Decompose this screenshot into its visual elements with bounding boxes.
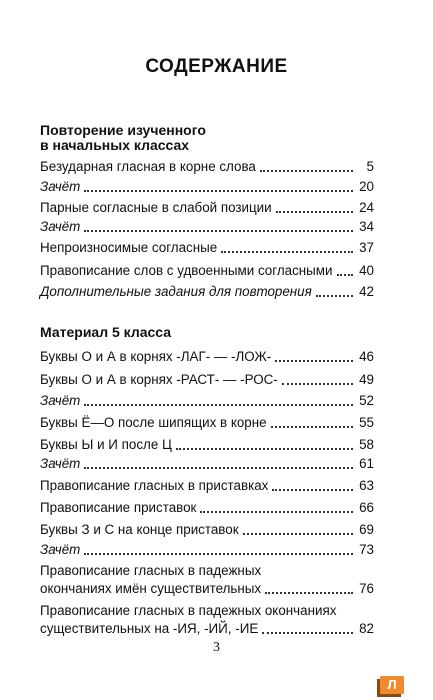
toc-entry-title: Правописание гласных в приставках xyxy=(40,478,269,493)
toc-entry[interactable] xyxy=(40,521,374,539)
toc-entry-page: 46 xyxy=(359,349,374,364)
toc-entry-title: окончаниях имён существительных xyxy=(40,581,262,596)
leader-dots xyxy=(176,447,353,450)
leader-dots xyxy=(243,532,353,535)
toc-entry[interactable] xyxy=(40,392,374,410)
toc-entry[interactable] xyxy=(40,602,374,638)
toc-entry[interactable] xyxy=(40,178,374,196)
leader-dots xyxy=(200,510,353,513)
toc-entry-title: Безударная гласная в корне слова xyxy=(40,159,256,174)
leader-dots xyxy=(84,189,353,192)
toc-entry-page: 34 xyxy=(359,219,374,234)
toc-entry-page: 52 xyxy=(359,393,374,408)
toc-entry[interactable] xyxy=(40,562,374,598)
toc-entry-title: Дополнительные задания для повторения xyxy=(40,284,312,299)
leader-dots xyxy=(282,382,353,385)
leader-dots xyxy=(316,294,353,297)
toc-entry[interactable] xyxy=(40,262,374,280)
leader-dots xyxy=(84,229,353,232)
leader-dots xyxy=(337,273,354,276)
toc-entry-title: существительных на -ИЯ, -ИЙ, -ИЕ xyxy=(40,621,259,636)
toc-entry-page: 55 xyxy=(359,415,374,430)
toc-entry-page: 66 xyxy=(359,500,374,515)
toc-entry-title: Зачёт xyxy=(40,456,81,471)
leader-dots xyxy=(84,466,353,469)
toc-entry-page: 58 xyxy=(359,437,374,452)
toc-entry-title: Зачёт xyxy=(40,179,81,194)
toc-entry-title-line1: Правописание гласных в падежных xyxy=(40,563,262,578)
toc-entry[interactable] xyxy=(40,499,374,517)
toc-entry-page: 82 xyxy=(359,621,374,636)
toc-entry[interactable] xyxy=(40,218,374,236)
toc-entry-page: 20 xyxy=(359,179,374,194)
toc-entry-page: 37 xyxy=(359,240,374,255)
toc-entry-page: 42 xyxy=(359,284,374,299)
leader-dots xyxy=(84,552,353,555)
toc-entry-title: Зачёт xyxy=(40,542,81,557)
toc-entry-page: 49 xyxy=(359,372,374,387)
section-heading-review: Повторение изученного в начальных классах xyxy=(40,122,206,153)
toc-entry-page: 40 xyxy=(359,263,374,278)
leader-dots xyxy=(272,488,353,491)
leader-dots xyxy=(276,210,353,213)
toc-entry-title: Буквы О и А в корнях -ЛАГ- — -ЛОЖ- xyxy=(40,349,272,364)
toc-entry-page: 24 xyxy=(359,200,374,215)
toc-entry[interactable] xyxy=(40,239,374,257)
toc-entry-page: 73 xyxy=(359,542,374,557)
toc-entry-title: Зачёт xyxy=(40,393,81,408)
publisher-logo: Л xyxy=(380,676,404,694)
page-number: 3 xyxy=(213,640,220,655)
toc-entry-page: 63 xyxy=(359,478,374,493)
leader-dots xyxy=(275,359,353,362)
leader-dots xyxy=(271,425,353,428)
toc-entry-title: Буквы З и С на конце приставок xyxy=(40,522,239,537)
toc-entry[interactable] xyxy=(40,158,374,176)
toc-entry-title: Правописание приставок xyxy=(40,500,197,515)
toc-entry[interactable] xyxy=(40,199,374,217)
leader-dots xyxy=(260,169,353,172)
page-title: СОДЕРЖАНИЕ xyxy=(145,56,288,77)
leader-dots xyxy=(262,631,353,634)
toc-entry-title: Буквы О и А в корнях -РАСТ- — -РОС- xyxy=(40,372,278,387)
toc-entry[interactable] xyxy=(40,371,374,389)
toc-entry-page: 69 xyxy=(359,522,374,537)
leader-dots xyxy=(84,403,353,406)
toc-entry[interactable] xyxy=(40,477,374,495)
toc-entry[interactable] xyxy=(40,414,374,432)
toc-entry[interactable] xyxy=(40,348,374,366)
toc-entry[interactable] xyxy=(40,541,374,559)
toc-entry-title: Зачёт xyxy=(40,219,81,234)
toc-entry[interactable] xyxy=(40,283,374,301)
section-heading-grade5: Материал 5 класса xyxy=(40,324,172,340)
leader-dots xyxy=(265,591,353,594)
toc-entry-title: Парные согласные в слабой позиции xyxy=(40,200,272,215)
toc-entry-title: Непроизносимые согласные xyxy=(40,240,218,255)
toc-entry[interactable] xyxy=(40,436,374,454)
toc-entry-page: 76 xyxy=(359,581,374,596)
leader-dots xyxy=(221,250,353,253)
toc-entry[interactable] xyxy=(40,455,374,473)
toc-entry-title-line1: Правописание гласных в падежных окончаниях xyxy=(40,603,337,618)
toc-entry-page: 61 xyxy=(359,456,374,471)
toc-entry-page: 5 xyxy=(366,159,374,174)
toc-entry-title: Буквы Ё—О после шипящих в корне xyxy=(40,415,267,430)
toc-entry-title: Буквы Ы и И после Ц xyxy=(40,437,172,452)
toc-entry-title: Правописание слов с удвоенными согласными xyxy=(40,263,333,278)
